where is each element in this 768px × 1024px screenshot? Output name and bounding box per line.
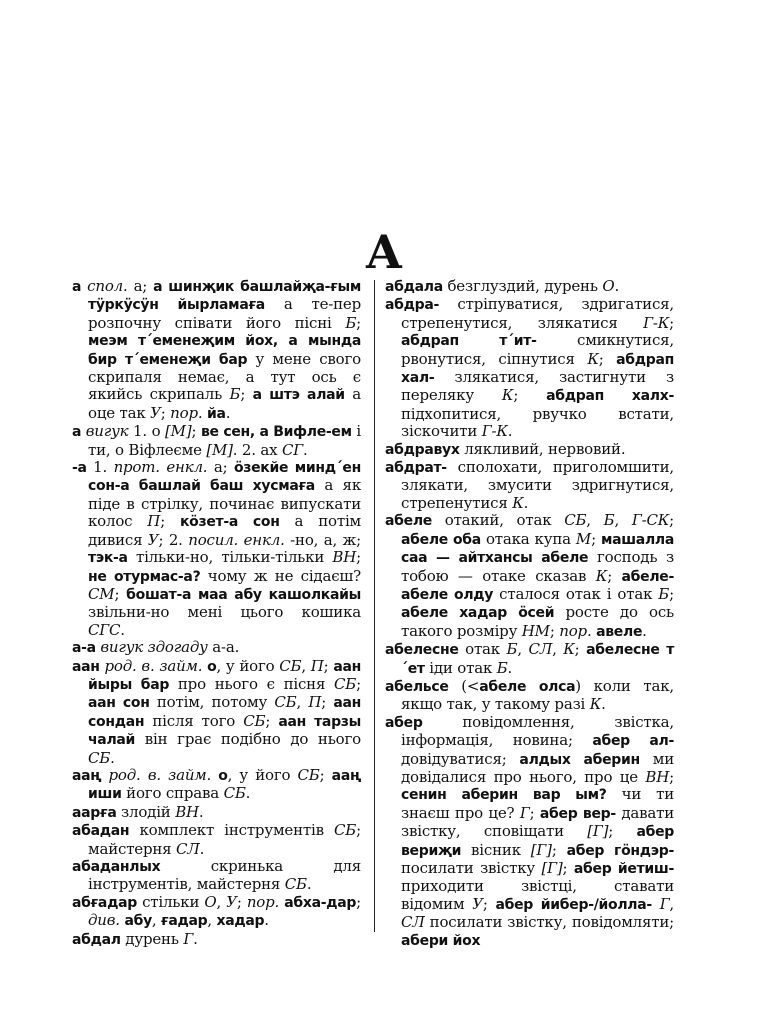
definition-text: ; bbox=[356, 313, 361, 332]
source-label: СБ bbox=[564, 511, 587, 530]
source-label: ВН bbox=[332, 548, 357, 567]
definition-text: . bbox=[198, 802, 204, 821]
source-label: [Г] bbox=[587, 822, 609, 841]
headword-text: абеле оба bbox=[401, 531, 481, 548]
section-letter: А bbox=[365, 225, 403, 279]
definition-text: комплект інструментів bbox=[129, 821, 335, 840]
headword-text: абелесне bbox=[385, 642, 459, 659]
headword-text: абдрап хал- bbox=[401, 351, 675, 387]
source-label: О bbox=[204, 892, 217, 911]
definition-text: отака купа bbox=[480, 529, 576, 548]
source-label: Б bbox=[603, 511, 615, 530]
headword-text: аан тарзы чалай bbox=[88, 713, 361, 749]
definition-text: , bbox=[207, 911, 217, 930]
definition-text: про нього є пісня bbox=[169, 674, 335, 693]
source-label: СБ bbox=[334, 821, 357, 840]
definition-text: чому ж не сідаєш? bbox=[200, 566, 361, 585]
definition-text: . bbox=[199, 839, 205, 858]
source-label: О bbox=[602, 277, 615, 295]
source-label: посил. енкл. bbox=[188, 530, 285, 549]
headword-text: бошат-а маа абу кашолкайы bbox=[126, 586, 362, 603]
headword-text: ве сен, а Вифле-ем bbox=[200, 424, 352, 441]
definition-text: повідомлення, звістка, інформація, новина; bbox=[401, 712, 674, 750]
source-label: пор. bbox=[559, 621, 592, 640]
source-label: [М] bbox=[165, 422, 192, 441]
definition-text: а оце так bbox=[88, 385, 361, 422]
headword-text: о bbox=[218, 767, 228, 784]
dictionary-entry bbox=[385, 441, 674, 459]
source-label: вигук bbox=[85, 422, 129, 441]
definition-text: , у його bbox=[216, 656, 280, 675]
headword-text: аан сондан bbox=[88, 695, 362, 730]
definition-text: посилати звістку, повідомляти; bbox=[424, 913, 674, 932]
headword-text: абу bbox=[124, 913, 152, 930]
headword-text: а bbox=[72, 424, 82, 441]
definition-text: ; bbox=[669, 511, 674, 530]
definition-text: . 2. ах bbox=[232, 440, 282, 459]
definition-text: сполохати, приголомшити, злякати, змусити здригнутися, стрепенутися bbox=[401, 458, 674, 512]
source-label: К bbox=[595, 566, 608, 585]
headword-text: сенин аберин вар ым? bbox=[401, 787, 607, 804]
definition-text: приходити звістці, ставати відомим bbox=[401, 877, 674, 913]
headword-text: абдрап т´ит- bbox=[401, 333, 537, 350]
definition-text: ; bbox=[513, 386, 547, 405]
headword-text: абдал bbox=[72, 931, 121, 948]
headword-text: абер йибер-/йолла- bbox=[495, 896, 652, 913]
headword-text: йа bbox=[207, 405, 226, 422]
source-label: К bbox=[587, 349, 599, 368]
source-label: СЛ bbox=[401, 913, 425, 932]
dictionary-entry bbox=[72, 931, 361, 949]
definition-text: ; bbox=[191, 422, 201, 441]
definition-text: його справа bbox=[121, 784, 224, 803]
source-label: СБ bbox=[297, 765, 320, 784]
definition-text: підхопитися, рвучко встати, зіскочити bbox=[401, 404, 674, 441]
definition-text: ; bbox=[114, 584, 127, 603]
source-label: Б bbox=[345, 313, 357, 332]
definition-text: а; bbox=[207, 458, 234, 477]
headword-text: абеле олса bbox=[479, 678, 576, 695]
dictionary-entry bbox=[72, 894, 361, 931]
source-label: У bbox=[147, 530, 159, 549]
definition-text bbox=[652, 895, 660, 913]
source-label: Б bbox=[229, 385, 241, 404]
definition-text: . bbox=[507, 658, 513, 677]
source-label: СБ bbox=[334, 674, 357, 693]
definition-text: ; bbox=[607, 566, 622, 585]
definition-text: . bbox=[225, 403, 231, 422]
headword-text: абха-дар bbox=[284, 894, 357, 911]
definition-text: росте до ось такого розміру bbox=[401, 603, 675, 640]
definition-text: ; bbox=[356, 548, 361, 567]
definition-text: ; bbox=[160, 403, 171, 422]
headword-text: абеле хадар ӧсей bbox=[401, 605, 555, 622]
definition-text: а як піде в стрілку, починає випускати колос bbox=[88, 476, 361, 531]
headword-text: авеле bbox=[596, 623, 643, 640]
definition-text: ; bbox=[319, 765, 332, 784]
dictionary-entry bbox=[385, 678, 674, 714]
headword-text: абаданлых bbox=[72, 859, 161, 875]
source-label: пор. bbox=[246, 892, 280, 911]
headword-text: абдрап халх- bbox=[546, 388, 674, 405]
definition-text: злодій bbox=[116, 802, 176, 821]
definition-text: ; bbox=[529, 803, 540, 822]
right-column bbox=[385, 278, 674, 950]
source-label: К bbox=[501, 386, 514, 405]
definition-text: а-а. bbox=[207, 638, 240, 657]
definition-text: , у його bbox=[227, 765, 298, 784]
definition-text: ; bbox=[160, 512, 180, 531]
definition-text: ; bbox=[562, 859, 574, 877]
definition-text: -но, а, ж; bbox=[284, 530, 361, 549]
definition-text: , bbox=[296, 693, 309, 712]
definition-text: ; bbox=[574, 640, 587, 659]
source-label: СМ bbox=[88, 584, 115, 603]
definition-text: довідуватися; bbox=[401, 749, 520, 768]
definition-text: , bbox=[614, 511, 632, 530]
source-label: вигук здогаду bbox=[100, 638, 208, 657]
column-divider bbox=[374, 280, 375, 932]
source-label: Г bbox=[659, 894, 670, 913]
source-label: спол. bbox=[87, 277, 128, 295]
definition-text: смикнутися, рвонутися, сіпнутися bbox=[401, 331, 675, 368]
headword-text: аан bbox=[72, 658, 100, 675]
definition-text: звільни-но мені цього кошика bbox=[88, 603, 361, 622]
headword-text: не отурмас-а? bbox=[88, 568, 201, 585]
headword-text: абеле bbox=[385, 513, 432, 530]
source-label: род. в. займ. bbox=[104, 656, 203, 675]
definition-text: . bbox=[110, 748, 115, 767]
source-label: П bbox=[308, 693, 322, 712]
definition-text: , bbox=[216, 892, 227, 911]
definition-text: отакий, отак bbox=[431, 511, 565, 530]
headword-text: абер bbox=[385, 714, 423, 731]
source-label: СБ bbox=[223, 784, 246, 803]
definition-text: ; bbox=[591, 529, 601, 548]
headword-text: абер йетиш- bbox=[573, 861, 675, 877]
definition-text: а те-пер розпочну співати його пісні bbox=[88, 295, 362, 332]
source-label: СЛ bbox=[528, 640, 553, 659]
source-label: СЛ bbox=[176, 839, 200, 858]
dictionary-entry bbox=[72, 804, 361, 822]
headword-text: абдравух bbox=[385, 441, 460, 458]
dictionary-entry bbox=[72, 639, 361, 657]
source-label: П bbox=[310, 656, 324, 675]
definition-text: іди отак bbox=[424, 658, 497, 677]
source-label: СБ bbox=[284, 875, 307, 894]
headword-text: алдых аберин bbox=[519, 751, 640, 768]
dictionary-entry bbox=[385, 641, 674, 678]
source-label: Г-СК bbox=[631, 511, 670, 530]
definition-text: ; bbox=[669, 313, 674, 332]
definition-text bbox=[101, 766, 108, 784]
headword-text: абдрат- bbox=[385, 460, 447, 477]
definition-text: ; bbox=[236, 892, 247, 911]
headword-text: а-а bbox=[72, 640, 96, 657]
definition-text: безглуздий, дурень bbox=[442, 277, 603, 295]
left-column bbox=[72, 278, 361, 949]
definition-text: посилати звістку bbox=[401, 859, 542, 877]
dictionary-entry bbox=[72, 767, 361, 804]
source-label: Г-К bbox=[481, 422, 508, 441]
source-label: див. bbox=[88, 911, 120, 930]
definition-text: злякатися, застигнути з переляку bbox=[401, 368, 674, 405]
definition-text: а; bbox=[127, 277, 154, 295]
definition-text: ; bbox=[482, 894, 496, 913]
definition-text: . bbox=[642, 621, 647, 640]
headword-text: абдала bbox=[385, 279, 443, 295]
definition-text: ; bbox=[551, 840, 567, 859]
definition-text: ; майстерня bbox=[88, 821, 361, 858]
source-label: Г-К bbox=[643, 313, 670, 332]
definition-text: ; bbox=[240, 385, 253, 404]
definition-text: у мене свого скрипаля немає, а тут ось є якийсь скрипаль bbox=[88, 349, 361, 404]
source-label: К bbox=[563, 640, 575, 659]
definition-text: стріпуватися, здригатися, стрепенутися, злякатися bbox=[401, 295, 674, 332]
headword-text: аарға bbox=[72, 804, 117, 821]
headword-text: абери йох bbox=[401, 932, 481, 949]
source-label: прот. енкл. bbox=[113, 458, 208, 477]
headword-text: абелесне т´ет bbox=[401, 642, 675, 677]
source-label: СГ bbox=[281, 440, 303, 459]
source-label: СБ bbox=[279, 656, 302, 675]
definition-text: давати звістку, сповіщати bbox=[401, 803, 675, 841]
source-label: У bbox=[226, 892, 237, 911]
headword-text: абер вериҗи bbox=[401, 824, 674, 859]
headword-text: абеле-абеле олду bbox=[401, 568, 674, 603]
definition-text: . bbox=[306, 875, 312, 894]
source-label: СБ bbox=[243, 711, 266, 730]
definition-text: . bbox=[601, 695, 606, 714]
definition-text: ми довідалися про нього, про це bbox=[401, 749, 674, 786]
definition-text: стільки bbox=[136, 892, 205, 911]
source-label: СБ bbox=[274, 693, 297, 712]
definition-text: ; bbox=[669, 767, 674, 786]
headword-text: хадар bbox=[216, 913, 265, 930]
source-label: [Г] bbox=[530, 840, 552, 859]
headword-text: абельсе bbox=[385, 678, 449, 695]
dictionary-entry bbox=[385, 714, 674, 950]
definition-text: 1. bbox=[86, 458, 114, 477]
headword-text: ӧзекйе минд´ен сон-а башлай баш хусмаға bbox=[88, 460, 361, 495]
definition-text: і ти, о Віфлеєме bbox=[88, 422, 361, 459]
headword-text: ааң иши bbox=[88, 767, 361, 803]
dictionary-entry bbox=[72, 423, 361, 459]
definition-text: лякливий, нервовий. bbox=[459, 439, 626, 458]
headword-text: машалла саа — айтхансы абеле bbox=[401, 531, 675, 567]
definition-text: , bbox=[301, 656, 311, 675]
source-label: [Г] bbox=[541, 859, 563, 877]
source-label: СГС bbox=[88, 620, 121, 639]
headword-text: тэк-а bbox=[88, 550, 128, 567]
source-label: пор. bbox=[170, 403, 203, 422]
source-label: Г bbox=[183, 929, 194, 948]
definition-text: отак bbox=[458, 640, 507, 659]
source-label: Б bbox=[496, 658, 508, 677]
definition-text: після того bbox=[144, 711, 244, 730]
dictionary-entry bbox=[385, 278, 674, 296]
definition-text: , bbox=[586, 511, 604, 530]
source-label: НМ bbox=[521, 621, 550, 640]
definition-text: сталося отак і отак bbox=[493, 584, 659, 603]
definition-text: . bbox=[507, 422, 513, 441]
definition-text: ; bbox=[598, 349, 617, 368]
dictionary-entry bbox=[385, 296, 674, 440]
headword-text: -а bbox=[72, 460, 87, 477]
dictionary-entry bbox=[385, 459, 674, 512]
headword-text: абғадар bbox=[72, 894, 137, 911]
source-label: род. в. займ. bbox=[108, 765, 212, 784]
definition-text: а потім дивися bbox=[88, 512, 362, 549]
definition-text: господь з тобою — отаке сказав bbox=[401, 548, 674, 585]
headword-text: а шинҗик башлайҗа-ғым тӱркӱсӱн йырламаға bbox=[88, 279, 361, 314]
definition-text: ; bbox=[321, 693, 334, 712]
definition-text: дурень bbox=[120, 929, 184, 948]
source-label: Б bbox=[506, 640, 518, 659]
definition-text: , bbox=[517, 640, 529, 659]
definition-text: . bbox=[523, 493, 529, 512]
definition-text: ; bbox=[669, 584, 674, 603]
definition-text: , bbox=[669, 894, 674, 913]
definition-text: ; bbox=[356, 892, 361, 911]
definition-text: скринька для інструментів, майстерня bbox=[88, 857, 361, 894]
dictionary-entry bbox=[72, 459, 361, 639]
definition-text: вісник bbox=[461, 840, 531, 859]
source-label: К bbox=[589, 695, 602, 714]
source-label: П bbox=[147, 512, 161, 531]
headword-text: абадан bbox=[72, 823, 130, 840]
headword-text: о bbox=[207, 658, 217, 675]
definition-text: . bbox=[302, 440, 308, 459]
definition-text: ; bbox=[356, 674, 361, 693]
definition-text: , bbox=[151, 911, 162, 930]
definition-text: . bbox=[245, 784, 251, 803]
definition-text: 1. о bbox=[128, 422, 166, 441]
source-label: ВН bbox=[645, 767, 670, 786]
definition-text: (< bbox=[448, 676, 480, 695]
dictionary-entry bbox=[385, 512, 674, 641]
source-label: М bbox=[575, 529, 592, 548]
definition-text: . bbox=[120, 620, 125, 639]
definition-text: ; bbox=[323, 656, 334, 675]
dictionary-entry bbox=[72, 278, 361, 423]
dictionary-entry bbox=[72, 858, 361, 894]
headword-text: абер гӧндэр- bbox=[566, 842, 674, 859]
source-label: У bbox=[150, 403, 161, 422]
source-label: Б bbox=[658, 584, 670, 603]
headword-text: меэм т´еменеҗим йох, а мында бир т´еменеҗи бар bbox=[88, 333, 361, 368]
definition-text: чи ти знаєш про це? bbox=[401, 785, 674, 822]
definition-text: . bbox=[264, 911, 269, 930]
definition-text: , bbox=[552, 640, 564, 659]
source-label: [М] bbox=[206, 440, 233, 459]
dictionary-entry bbox=[72, 822, 361, 858]
headword-text: абдра- bbox=[385, 297, 440, 314]
headword-text: абер вер- bbox=[539, 805, 616, 822]
source-label: К bbox=[512, 493, 524, 512]
source-label: ВН bbox=[175, 802, 199, 821]
definition-text: ) коли так, якщо так, у такому разі bbox=[401, 676, 674, 714]
source-label: Г bbox=[519, 803, 530, 822]
headword-text: ғадар bbox=[161, 913, 208, 930]
definition-text: ; bbox=[549, 621, 560, 640]
headword-text: а штэ алай bbox=[252, 387, 345, 404]
source-label: У bbox=[472, 894, 483, 913]
definition-text: . bbox=[614, 277, 620, 295]
headword-text: ааң bbox=[72, 767, 102, 784]
dictionary-entry bbox=[72, 658, 361, 767]
definition-text: . bbox=[193, 929, 198, 948]
source-label: СБ bbox=[88, 748, 111, 767]
headword-text: аан йыры бар bbox=[88, 658, 361, 693]
definition-text: потім, потому bbox=[149, 693, 275, 712]
headword-text: кӧзет-а сон bbox=[179, 514, 280, 531]
definition-text: ; bbox=[265, 711, 279, 730]
definition-text: ; 2. bbox=[158, 530, 189, 549]
headword-text: аан сон bbox=[88, 695, 150, 712]
headword-text: абер ал- bbox=[592, 733, 674, 750]
definition-text: ; bbox=[608, 822, 637, 841]
definition-text: тільки-но, тільки-тільки bbox=[127, 548, 333, 567]
headword-text: а bbox=[72, 279, 82, 295]
definition-text: він грає подібно до нього bbox=[135, 730, 361, 749]
